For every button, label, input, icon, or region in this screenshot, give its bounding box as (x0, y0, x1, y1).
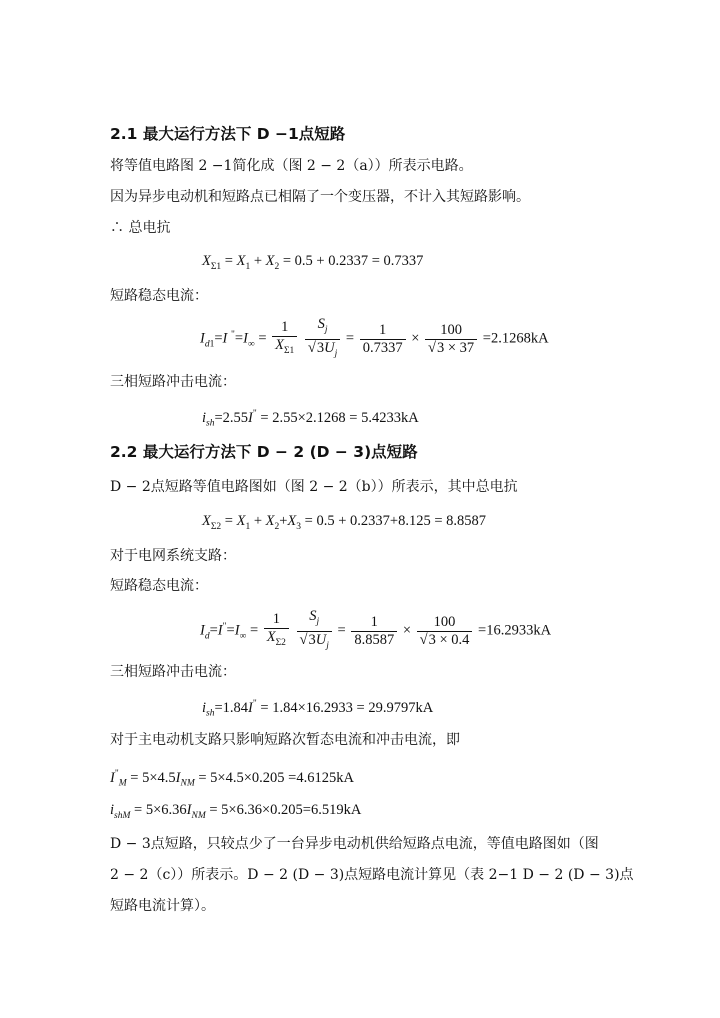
paragraph: 短路电流计算）。 (110, 898, 215, 914)
paragraph: 2 − 2（c））所表示。D − 2 (D − 3)点短路电流计算见（表 2−1 D − 2 (D − 3)点 (110, 867, 634, 883)
equation-impulse-current-2: $i_{sh}=1.84I^" = 1.84\times 16.2933 = 29.9797kA$ (202, 699, 434, 719)
equation-total-reactance-1: $X_{\Sigma 1} = X_1 + X_2 = 0.5 + 0.2337 = 0.7337$ (202, 253, 424, 272)
heading-2-2: 2.2 最大运行方法下 D − 2 (D − 3)点短路 (110, 443, 418, 461)
paragraph: ∴ 总电抗 (110, 220, 171, 236)
paragraph: 对于电网系统支路： (110, 548, 236, 564)
equation-impulse-current-1: $i_{sh}=2.55I^" = 2.55\times 2.1268 = 5.4233kA$ (202, 409, 419, 429)
equation-steady-current-1: $I_{d1}=I$ $^"=I_\infty$ = $\frac{1}{X_{\Sigma 1}}$ $\frac{S_j}{√3U_j}$ = $\frac{1}{0.7337}$ × $\frac{100}{√3 \times 37}$ =2.1268kA (200, 316, 549, 359)
paragraph: D − 3点短路，只较点少了一台异步电动机供给短路点电流，等值电路图如（图 (110, 836, 599, 852)
paragraph: 三相短路冲击电流： (110, 664, 236, 680)
equation-motor-impulse-current: $i_{shM} = 5\times 6.36I_{NM} = 5\times 6.36\times 0.205=6.519kA$ (110, 802, 362, 821)
equation-steady-current-2: $I_d=I^"=I_\infty$ = $\frac{1}{X_{\Sigma 2}}$ $\frac{S_j}{√3U_j}$ = $\frac{1}{8.8587}$ × $\frac{100}{√3 \times 0.4}$ =16.2933kA (200, 608, 552, 651)
paragraph: 将等值电路图 2 −1简化成（图 2 − 2（a））所表示电路。 (110, 158, 473, 174)
equation-motor-subtransient-current: $I^"_M = 5\times 4.5I_{NM} = 5\times 4.5\times 0.205 =4.6125kA$ (110, 769, 354, 789)
paragraph: D − 2点短路等值电路图如（图 2 − 2（b））所表示，其中总电抗 (110, 479, 518, 495)
equation-total-reactance-2: $X_{\Sigma 2} = X_1 + X_2+X_3 = 0.5 + 0.2337+8.125 = 8.8587$ (202, 513, 486, 532)
paragraph: 对于主电动机支路只影响短路次暂态电流和冲击电流，即 (110, 732, 460, 748)
paragraph: 短路稳态电流： (110, 578, 208, 594)
paragraph: 短路稳态电流： (110, 288, 208, 304)
paragraph: 三相短路冲击电流： (110, 374, 236, 390)
heading-2-1: 2.1 最大运行方法下 D −1点短路 (110, 125, 346, 143)
paragraph: 因为异步电动机和短路点已相隔了一个变压器，不计入其短路影响。 (110, 189, 530, 205)
